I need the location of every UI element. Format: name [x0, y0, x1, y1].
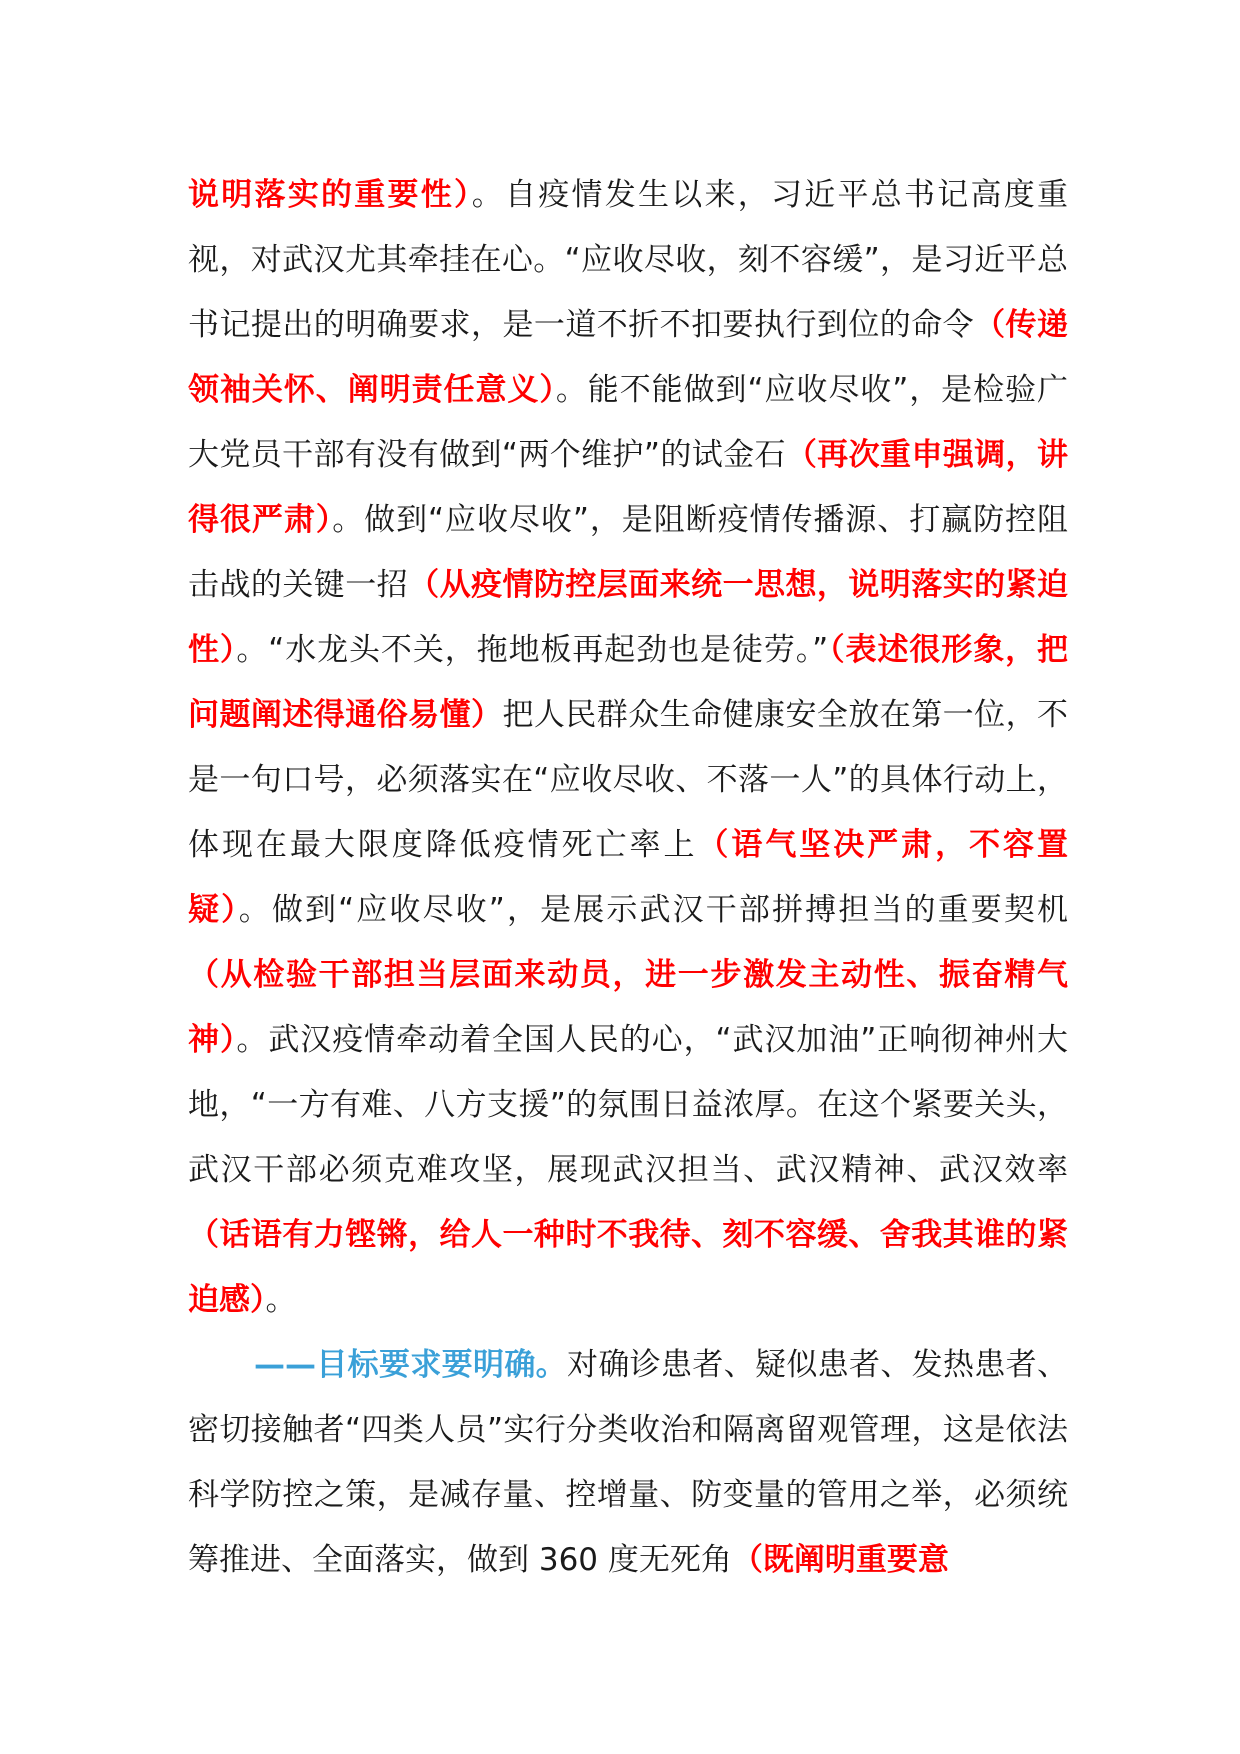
body-text: 。自疫情发生以来，习近平总书记高度重视，对武汉尤其牵挂在心。“应收尽收，刻不容缓”，是习近平总书记提出的明确要求，是一道不折不扣要执行到位的命令	[188, 177, 1068, 343]
annotation-text: （再次重申强调，讲得很严肃）	[188, 437, 1068, 538]
annotation-text: 说明落实的重要性）	[188, 177, 472, 213]
body-text: 。做到“应收尽收”，是展示武汉干部拼搏担当的重要契机	[238, 892, 1068, 928]
paragraph-goal-requirements	[188, 1333, 1068, 1593]
annotation-text: （传递领袖关怀、阐明责任意义）	[188, 307, 1068, 408]
annotation-text: （语气坚决严肃，不容置疑）	[188, 827, 1069, 928]
annotation-text: （从疫情防控层面来统一思想，说明落实的紧迫性）	[188, 567, 1069, 668]
body-text: 把人民群众生命健康安全放在第一位，不是一句口号，必须落实在“应收尽收、不落一人”的具体行动上，体现在最大限度降低疫情死亡率上	[188, 697, 1069, 863]
document-body	[188, 163, 1068, 1593]
body-text: 。能不能做到“应收尽收”，是检验广大党员干部有没有做到“两个维护”的试金石	[188, 372, 1069, 473]
body-text: 对确诊患者、疑似患者、发热患者、密切接触者“四类人员”实行分类收治和隔离留观管理，这是依法科学防控之策，是减存量、控增量、防变量的管用之举，必须统筹推进、全面落实，做到 360 度无死角	[188, 1347, 1068, 1578]
body-text: 。“水龙头不关，拖地板再起劲也是徒劳。”	[236, 632, 829, 668]
annotation-text: （从检验干部担当层面来动员，进一步激发主动性、振奋精气神）	[188, 957, 1068, 1058]
paragraph-wuhan-mobilization	[188, 163, 1068, 1333]
body-text: 。	[265, 1282, 297, 1318]
annotation-text: （表述很形象，把问题阐述得通俗易懂）	[188, 632, 1069, 733]
annotation-text: （既阐明重要意	[731, 1542, 949, 1578]
annotation-text: （话语有力铿锵，给人一种时不我待、刻不容缓、舍我其谁的紧迫感）	[188, 1217, 1068, 1318]
body-text: 。武汉疫情牵动着全国人民的心，“武汉加油”正响彻神州大地，“一方有难、八方支援”的氛围日益浓厚。在这个紧要关头，武汉干部必须克难攻坚，展现武汉担当、武汉精神、武汉效率	[188, 1022, 1068, 1188]
body-text: 。做到“应收尽收”，是阻断疫情传播源、打赢防控阻击战的关键一招	[188, 502, 1069, 603]
section-heading: ——目标要求要明确。	[254, 1347, 567, 1383]
